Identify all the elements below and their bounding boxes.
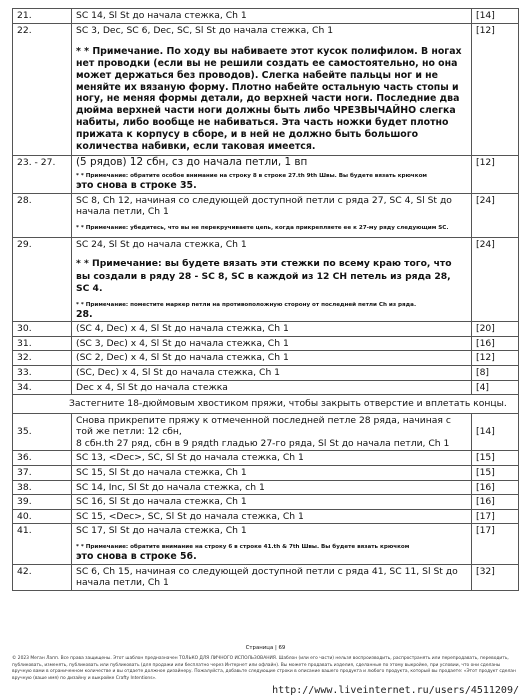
table-row [13,495,519,510]
row-number: 39. [13,495,72,510]
row-note: * * Примечание: обратите внимание на строку 6 в строке 41.th & 7th Швы. Вы будете вязать крючком [76,544,410,551]
table-row [13,413,519,451]
source-watermark: http://www.liveinternet.ru/users/4511209/ [272,685,519,696]
row-number: 35. [13,413,72,451]
table-row [13,237,519,321]
row-number: 32. [13,351,72,366]
row-number: 28. [13,193,72,237]
row-instruction: Dec x 4, Sl St до начала стежка [72,380,472,395]
table-row [13,23,519,156]
row-note-repeat: это снова в строке 35. [76,179,197,191]
row-cell [72,413,472,451]
table-row [13,395,519,414]
stitch-count: [20] [472,322,519,337]
row-cell [72,23,472,156]
stuffing-note: * * Примечание. По ходу вы набиваете этот кусок полифилом. В ногах нет проводки (если вы не решили создать ее самостоятельно, но она может держаться без проводов). Слегка набейте пальцы ног и не меняйте их вязаную форму. Плотно набейте остальную часть стопы и ногу, не меняя формы детали, до верхней части ноги. Последние два дюйма верхней части ноги должны быть либо ЧРЕЗВЫЧАЙНО слегка набиты, либо вообще не набиваться. Эта часть ножки будет плотно прижата к корпусу в сборе, и в ней не должно быть большого количества набивки, если таковая имеется. [76,46,462,152]
row-instruction: SC 13, <Dec>, SC, Sl St до начала стежка, Ch 1 [72,451,472,466]
table-row [13,451,519,466]
row-number: 42. [13,564,72,590]
row-instruction: SC 24, Sl St до начала стежка, Ch 1 [76,238,247,250]
row-instruction: SC 6, Ch 15, начиная со следующей доступной петли с ряда 41, SC 11, Sl St до начала петли, Ch 1 [72,564,472,590]
stitch-count: [16] [472,336,519,351]
table-row [13,9,519,24]
row-number: 38. [13,480,72,495]
row-number: 41. [13,524,72,564]
table-row [13,365,519,380]
row-note-marker: * * Примечание: поместите маркер петли на противоположную сторону от последней петли Ch из ряда. [76,301,417,308]
stitch-count: [16] [472,495,519,510]
fasten-off-note: Застегните 18-дюймовым хвостиком пряжи, чтобы закрыть отверстие и вплетать концы. [13,395,519,414]
row-note: * * Примечание: убедитесь, что вы не перекручиваете цепь, когда прикрепляете ее к 27-му ряду следующим SC. [76,224,449,231]
reattach-instruction: Снова прикрепите пряжу к отмеченной последней петле 28 ряда, начиная с той же петли: 12 сбн, [76,414,451,438]
stitch-count: [32] [472,564,519,590]
row-cell [72,193,472,237]
row-instruction: (SC 4, Dec) x 4, Sl St до начала стежка, Ch 1 [72,322,472,337]
row-number: 23. - 27. [13,156,72,193]
row-instruction: SC 17, Sl St до начала стежка, Ch 1 [76,525,247,537]
row-note-tail: 28. [76,308,93,320]
row-cell [72,156,472,193]
row-number: 22. [13,23,72,156]
row-number: 30. [13,322,72,337]
table-row [13,466,519,481]
stitch-count: [14] [472,413,519,451]
stitch-count: [24] [472,237,519,321]
table-row [13,156,519,193]
stitch-count: [15] [472,466,519,481]
table-row [13,480,519,495]
row-cell [72,524,472,564]
row-instruction: SC 15, Sl St до начала стежка, Ch 1 [72,466,472,481]
table-row [13,509,519,524]
table-row [13,351,519,366]
row-number: 29. [13,237,72,321]
row-instruction: (SC 2, Dec) x 4, Sl St до начала стежка, Ch 1 [72,351,472,366]
stitch-count: [17] [472,524,519,564]
stitch-count: [16] [472,480,519,495]
row-instruction: 8 сбн.th 27 ряд, сбн в 9 рядth гладью 27-го ряда, Sl St до начала петли, Ch 1 [76,437,450,449]
row-number: 40. [13,509,72,524]
stitch-count: [14] [472,9,519,24]
row-number: 33. [13,365,72,380]
stitch-count: [12] [472,156,519,193]
row-number: 31. [13,336,72,351]
table-row [13,322,519,337]
stitch-count: [24] [472,193,519,237]
row-note: * * Примечание: обратите особое внимание на строку 8 в строке 27.th 9th Швы. Вы будете вязать крючком [76,172,427,179]
table-row [13,336,519,351]
copyright-notice: © 2023 Меган Лапп. Все права защищены. Этот шаблон предназначен ТОЛЬКО ДЛЯ ЛИЧНОГО ИСПОЛЬЗОВАНИЯ. Шаблон (или его части) нельзя воспроизводить, распространять или перепродавать, переводить, публиковать, изменять, публиковать или публиковать (для продажи или бесплатно через Интернет или офлайн). Вы можете продавать изделия, сделанные по этому выкройке, при условии, что они сделаны вручную вами в ограниченном количестве и вы отдаете должное дизайнеру. Пожалуйста, добавьте следующие строки в описание вашего продукта и любого продукта, который вы продаете: «Этот продукт сделан вручную (ваше имя) по дизайну и выкройке Crafty Intentions». [12,656,516,681]
stitch-count: [12] [472,23,519,156]
pattern-table [12,8,519,591]
row-instruction: SC 8, Ch 12, начиная со следующей доступной петли с ряда 27, SC 4, Sl St до начала петли, Ch 1 [76,194,452,218]
stitch-count: [4] [472,380,519,395]
row-number: 34. [13,380,72,395]
stitch-count: [12] [472,351,519,366]
row-instruction: SC 14, Inc, Sl St до начала стежка, ch 1 [72,480,472,495]
table-row [13,524,519,564]
page-number: Страница | 69 [245,645,286,651]
row-note: * * Примечание: вы будете вязать эти стежки по всему краю того, что вы создали в ряду 28 - SC 8, SC в каждой из 12 CH петель из ряда 28, SC 4. [76,258,452,295]
row-cell [72,237,472,321]
table-row [13,193,519,237]
row-instruction: SC 15, <Dec>, SC, Sl St до начала стежка, Ch 1 [72,509,472,524]
table-row [13,380,519,395]
row-instruction: (5 рядов) 12 сбн, сз до начала петли, 1 вп [76,156,308,169]
stitch-count: [17] [472,509,519,524]
row-note-repeat: это снова в строке 56. [76,551,197,563]
row-instruction: (SC, Dec) x 4, Sl St до начала стежка, Ch 1 [72,365,472,380]
row-number: 37. [13,466,72,481]
row-instruction: SC 14, Sl St до начала стежка, Ch 1 [72,9,472,24]
table-row [13,564,519,590]
row-number: 21. [13,9,72,24]
stitch-count: [15] [472,451,519,466]
row-instruction: (SC 3, Dec) x 4, Sl St до начала стежка, Ch 1 [72,336,472,351]
row-instruction: SC 3, Dec, SC 6, Dec, SC, Sl St до начала стежка, Ch 1 [76,24,334,36]
row-number: 36. [13,451,72,466]
row-instruction: SC 16, Sl St до начала стежка, Ch 1 [72,495,472,510]
stitch-count: [8] [472,365,519,380]
